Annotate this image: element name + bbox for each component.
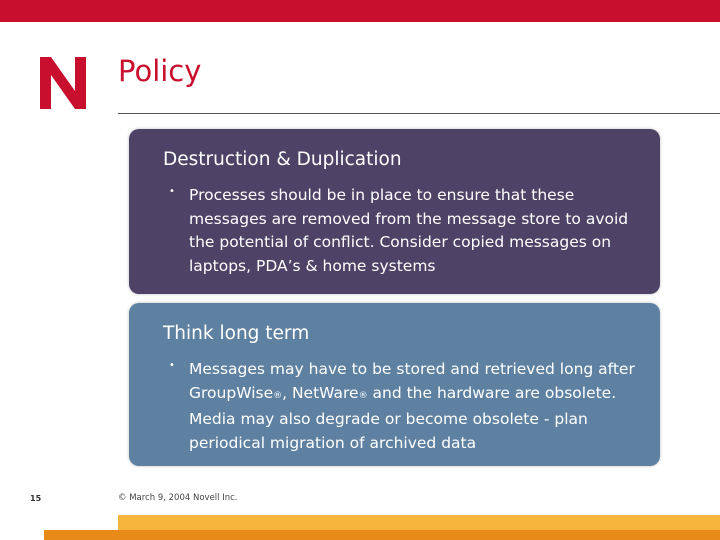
slide-title: Policy	[118, 54, 202, 88]
title-divider	[118, 113, 720, 114]
footer-bar-orange	[44, 530, 720, 540]
bullet-dot-icon: •	[169, 360, 175, 371]
page-number: 15	[30, 494, 42, 503]
bullet-text-wise: Wise	[236, 383, 274, 402]
bullet-text-part: and the hardware are obsolete. Media may also degrade or become obsolete - plan periodical migration of archived data	[189, 383, 617, 452]
registered-mark: ®	[273, 390, 283, 401]
bullet-text-ware: Ware	[319, 383, 359, 402]
panel-heading: Think long term	[163, 323, 310, 344]
panel-heading: Destruction & Duplication	[163, 149, 402, 170]
bullet-dot-icon: •	[169, 186, 175, 197]
bullet-text	[189, 358, 639, 455]
bullet-text-part: Messages may have to be stored and retrieved long after Group	[189, 360, 635, 402]
bullet-text: Processes should be in place to ensure that these messages are removed from the message store to avoid the potential of conflict. Consider copied messages on laptops, PDA’s & home systems	[189, 186, 629, 275]
bullet-text-part: , Net	[282, 383, 320, 402]
registered-mark: ®	[358, 390, 368, 401]
copyright-notice: © March 9, 2004 Novell Inc.	[118, 493, 238, 503]
footer-bar-yellow	[118, 515, 720, 530]
top-brand-bar	[0, 0, 720, 22]
panel-think-long-term	[129, 303, 660, 466]
panel-destruction-duplication	[129, 129, 660, 294]
novell-n-logo-icon	[40, 57, 86, 109]
